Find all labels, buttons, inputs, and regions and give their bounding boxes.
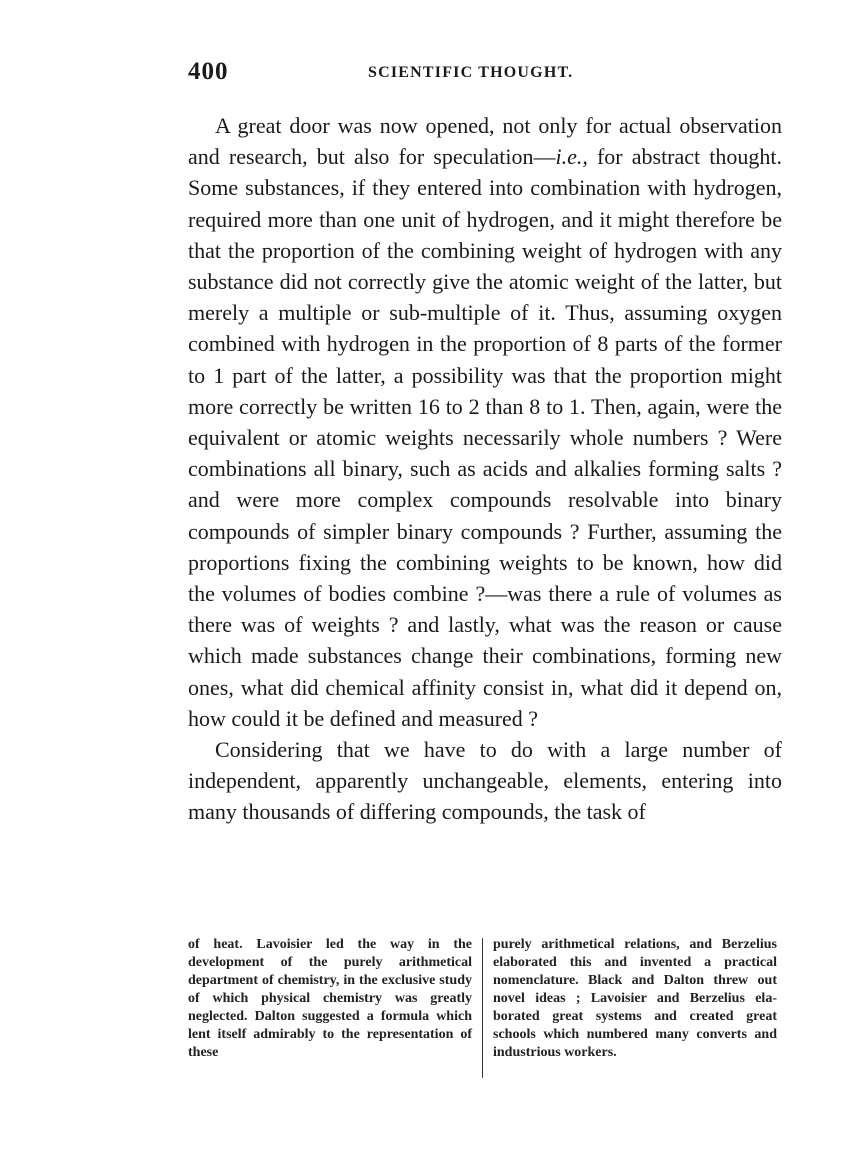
footnote <box>188 936 782 1086</box>
body-text <box>188 110 782 828</box>
paragraph-2: Considering that we have to do with a large number of independent, apparently unchangeable, elements, entering into many thousands of differing compounds, the task of <box>188 737 782 825</box>
footnote-right-column: purely arithmetical relations, and Berzelius elaborated this and invented a practical nomenclature. Black and Dalton threw out novel ideas ; Lavoisier and Berzelius elaborated great systems and created great schools which numbered many converts and industrious workers. <box>493 937 777 1060</box>
paragraph-1 <box>188 110 782 734</box>
paragraph-1-part-b: , for abstract thought. Some substances, if they entered into combination with hydrogen, required more than one unit of hydrogen, and it might therefore be that the proportion of the combining weight of hydrogen with any substance did not correctly give the atomic weight of the latter, but merely a multiple or sub-multiple of it. Thus, assuming oxygen combined with hydrogen in the proportion of 8 parts of the former to 1 part of the latter, a possibility was that the proportion might more correctly be written 16 to 2 than 8 to 1. Then, again, were the equivalent or atomic weights necessarily whole numbers ? Were combinations all binary, such as acids and alkalies forming salts ? and were more complex compounds resolvable into binary compounds of simpler binary compounds ? Further, assuming the proportions fixing the combining weights to be known, how did the volumes of bodies combine ?—was there a rule of volumes as there was of weights ? and lastly, what was the reason or cause which made substances change their combinations, forming new ones, what did chemical affinity consist in, what did it depend on, how could it be defined and measured ? <box>188 144 782 731</box>
paragraph-1-ie: i.e. <box>555 144 583 170</box>
running-title: SCIENTIFIC THOUGHT. <box>368 64 574 81</box>
paragraph-1-part-a: A great door was now opened, not only for actual observation and research, but also for speculation— <box>188 113 782 170</box>
footnote-left-column: of heat. Lavoisier led the way in the development of the purely arithmetical department of chemistry, in the exclusive study of which physical chemistry was greatly neglected. Dalton suggested a formula which lent itself admirably to the representation of these <box>188 937 472 1060</box>
page-number: 400 <box>188 58 229 85</box>
running-head <box>188 58 780 90</box>
